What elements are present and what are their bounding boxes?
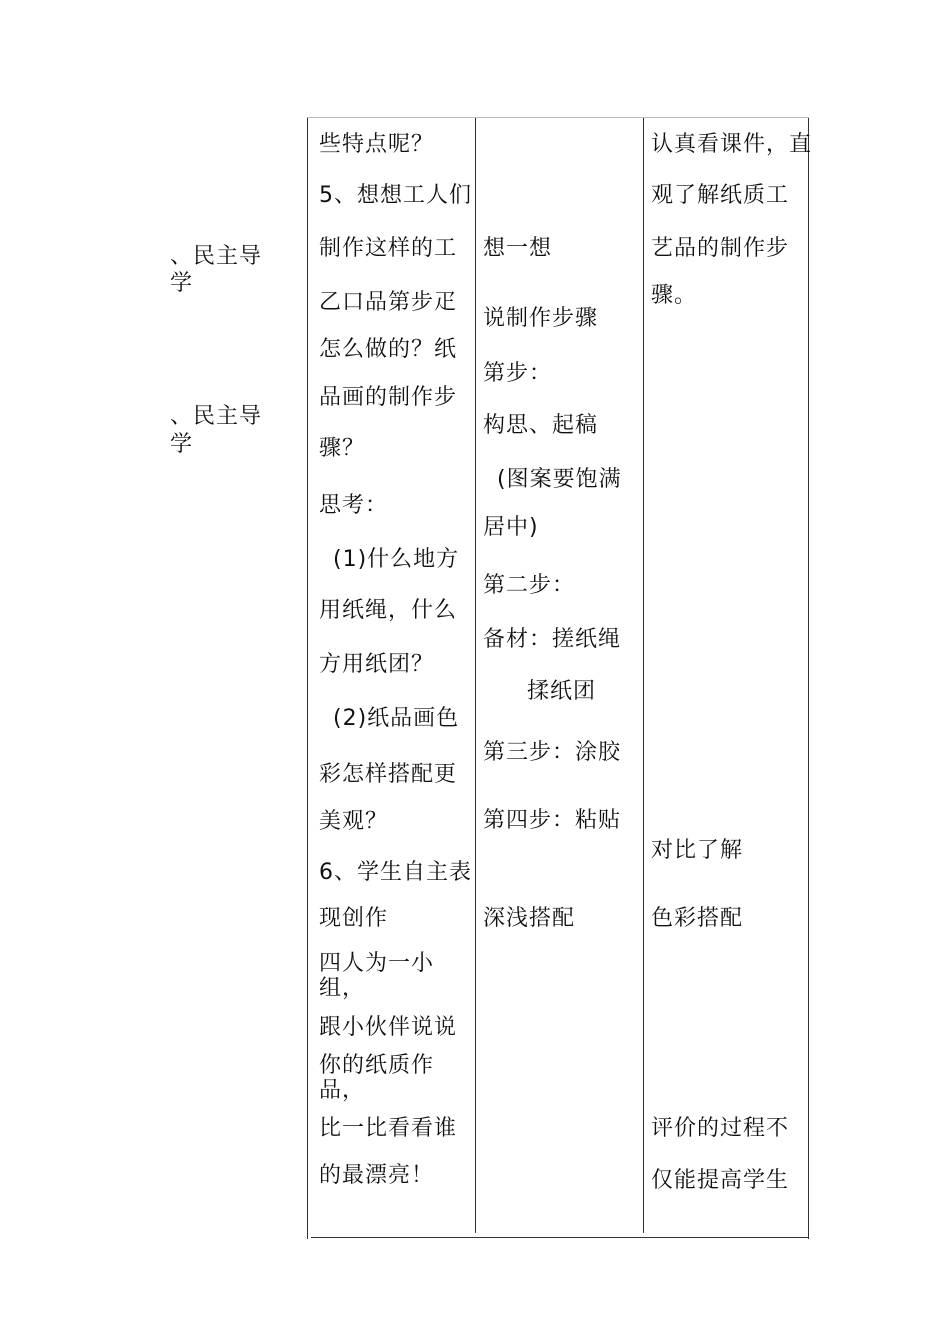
intent-line: 评价的过程不	[651, 1116, 790, 1141]
activity-line: 组，	[319, 976, 366, 1001]
left-label-2-line2: 学	[170, 432, 194, 457]
table-divider-2	[643, 118, 644, 1233]
intent-line: 仅能提高学生	[651, 1168, 790, 1193]
activity-line: 你的纸质作	[319, 1053, 435, 1078]
activity-line: 跟小伙伴说说	[319, 1015, 458, 1040]
left-label-2-line1: 、民主导	[170, 404, 263, 429]
steps-line: 第步：	[483, 361, 553, 386]
steps-line: 第二步：	[483, 573, 576, 598]
steps-line: (图案要饱满	[497, 467, 622, 492]
activity-line: 些特点呢？	[319, 132, 435, 157]
intent-line: 认真看课件，直	[651, 132, 813, 157]
activity-line: 思考：	[319, 493, 389, 518]
activity-line: 美观？	[319, 809, 389, 834]
activity-line: 品，	[319, 1078, 366, 1103]
left-label-1-line1: 、民主导	[170, 244, 263, 269]
steps-line: 想一想	[483, 236, 553, 261]
table-divider-1	[475, 118, 476, 1233]
table-border-bottom	[311, 1237, 809, 1238]
intent-line: 骤。	[651, 283, 698, 308]
steps-line: 居中)	[483, 515, 539, 540]
activity-line: 乙口品第步疋	[319, 290, 458, 315]
steps-line: 深浅搭配	[483, 906, 576, 931]
left-label-1-line2: 学	[170, 271, 194, 296]
table-border-right	[808, 118, 809, 1239]
table-border-top	[307, 117, 809, 118]
activity-line: 彩怎样搭配更	[319, 762, 458, 787]
steps-line: 第三步：涂胶	[483, 740, 622, 765]
activity-line: 5、想想工人们	[319, 183, 472, 208]
activity-line: 品画的制作步	[319, 385, 458, 410]
steps-line: 揉纸团	[527, 679, 597, 704]
steps-line: 说制作步骤	[483, 306, 599, 331]
intent-line: 对比了解	[651, 838, 744, 863]
intent-line: 观了解纸质工	[651, 183, 790, 208]
activity-line: 方用纸团？	[319, 652, 435, 677]
steps-line: 构思、起稿	[483, 413, 599, 438]
activity-line: 6、学生自主表	[319, 860, 472, 885]
activity-line: 怎么做的？纸	[319, 337, 458, 362]
steps-line: 备材：搓纸绳	[483, 627, 622, 652]
activity-line: 骤？	[319, 436, 366, 461]
activity-line: 用纸绳，什么	[319, 598, 458, 623]
activity-line: 比一比看看谁	[319, 1116, 458, 1141]
activity-line: (2)纸品画色	[333, 706, 460, 731]
intent-line: 艺品的制作步	[651, 236, 790, 261]
activity-line: (1)什么地方	[333, 547, 460, 572]
activity-line: 制作这样的工	[319, 236, 458, 261]
activity-line: 的最漂亮！	[319, 1163, 435, 1188]
intent-line: 色彩搭配	[651, 906, 744, 931]
table-border-left	[307, 118, 308, 1239]
steps-line: 第四步：粘贴	[483, 808, 622, 833]
activity-line: 现创作	[319, 906, 389, 931]
activity-line: 四人为一小	[319, 951, 435, 976]
